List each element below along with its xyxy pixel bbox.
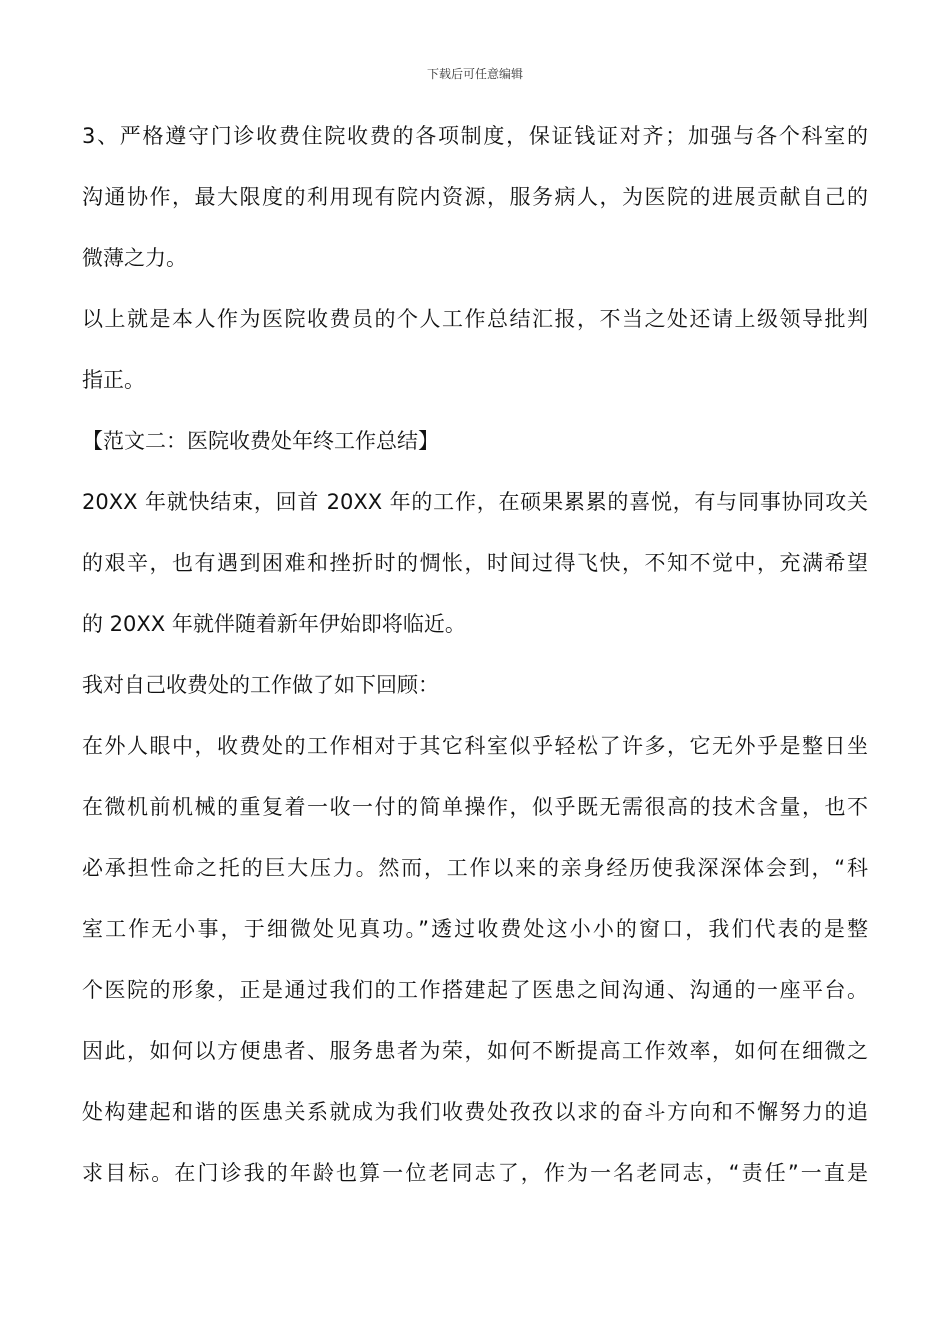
text-line: 指正。 xyxy=(82,368,145,392)
text-line: 室工作无小事，于细微处见真功。”透过收费处这小小的窗口，我们代表的是整 xyxy=(82,917,868,941)
text-line: 在微机前机械的重复着一收一付的简单操作，似乎既无需很高的技术含量，也不 xyxy=(82,795,868,819)
page-header-note: 下载后可任意编辑 xyxy=(426,67,523,81)
text-line: 沟通协作，最大限度的利用现有院内资源，服务病人，为医院的进展贡献自己的 xyxy=(82,185,868,209)
text-line: 处构建起和谐的医患关系就成为我们收费处孜孜以求的奋斗方向和不懈努力的追 xyxy=(82,1100,868,1124)
text-line: 以上就是本人作为医院收费员的个人工作总结汇报，不当之处还请上级领导批判 xyxy=(82,307,868,331)
text-line: 必承担性命之托的巨大压力。然而，工作以来的亲身经历使我深深体会到，“科 xyxy=(82,856,868,880)
text-line: 微薄之力。 xyxy=(82,246,187,270)
text-line: 的 20XX 年就伴随着新年伊始即将临近。 xyxy=(82,612,466,636)
text-line: 我对自己收费处的工作做了如下回顾： xyxy=(82,673,439,697)
text-line: 在外人眼中，收费处的工作相对于其它科室似乎轻松了许多，它无外乎是整日坐 xyxy=(82,734,868,758)
text-line: 20XX 年就快结束，回首 20XX 年的工作，在硕果累累的喜悦，有与同事协同攻关 xyxy=(82,490,868,514)
text-line: 因此，如何以方便患者、服务患者为荣，如何不断提高工作效率，如何在细微之 xyxy=(82,1039,868,1063)
text-line: 个医院的形象，正是通过我们的工作搭建起了医患之间沟通、沟通的一座平台。 xyxy=(82,978,868,1002)
text-line: 【范文二：医院收费处年终工作总结】 xyxy=(82,429,439,453)
text-line: 的艰辛，也有遇到困难和挫折时的惆怅，时间过得飞快，不知不觉中，充满希望 xyxy=(82,551,868,575)
text-line: 3、严格遵守门诊收费住院收费的各项制度，保证钱证对齐；加强与各个科室的 xyxy=(82,124,868,148)
document-body xyxy=(82,106,868,1204)
text-line: 求目标。在门诊我的年龄也算一位老同志了，作为一名老同志，“责任”一直是 xyxy=(82,1161,868,1185)
